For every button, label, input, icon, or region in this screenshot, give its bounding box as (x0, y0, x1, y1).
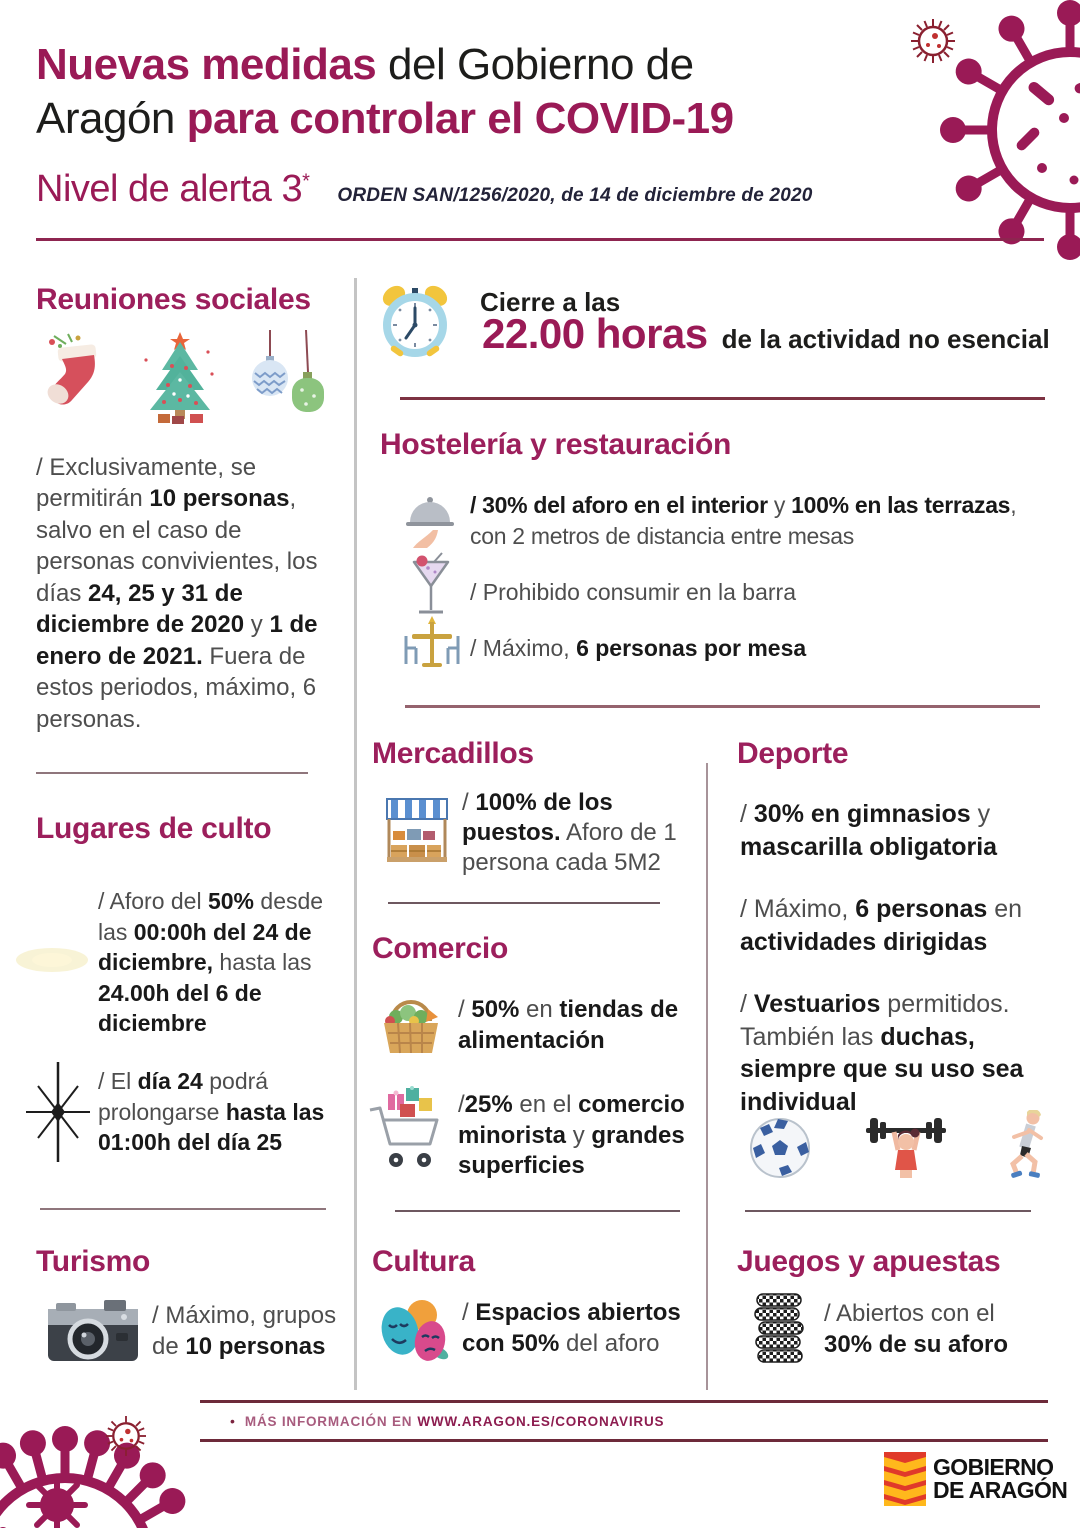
alert-row (36, 168, 813, 211)
divider-banner (400, 397, 1045, 400)
christmas-stocking-icon (38, 330, 116, 430)
right-column-divider (706, 763, 708, 1390)
comercio-item-2-text: /25% en el comercio minorista y grandes superficies (458, 1091, 685, 1180)
deporte-item-2-text: / Máximo, 6 personas en actividades dirigidas (740, 895, 1023, 956)
title-accent-2: para controlar el COVID-19 (186, 93, 734, 143)
divider-left-1 (36, 772, 308, 774)
section-title-lugares: Lugares de culto (36, 812, 272, 845)
deporte-item-1-text: / 30% en gimnasios y mascarilla obligatoria (740, 800, 998, 861)
bethlehem-star-icon (22, 1062, 94, 1162)
title-rest-1: del Gobierno de (376, 40, 694, 89)
camera-icon (46, 1295, 140, 1367)
info-url: WWW.ARAGON.ES/CORONAVIRUS (417, 1413, 665, 1429)
shopping-cart-icon (366, 1086, 450, 1182)
christmas-tree-icon (138, 330, 222, 430)
section-title-reuniones: Reuniones sociales (36, 283, 311, 316)
header-divider (36, 238, 1044, 241)
alarm-clock-icon (378, 280, 452, 362)
divider-hosteleria (405, 705, 1040, 708)
turismo-item-text: / Máximo, grupos de 10 personas (152, 1302, 337, 1361)
section-title-mercadillos: Mercadillos (372, 737, 534, 770)
virus-small-icon (900, 8, 966, 74)
serving-cloche-icon (405, 492, 455, 558)
hosteleria-item-3-text: / Máximo, 6 personas por mesa (470, 635, 807, 661)
virus-small-icon (96, 1406, 156, 1466)
section-title-hosteleria: Hostelería y restauración (380, 428, 731, 461)
title-plain-2: Aragón (36, 93, 187, 143)
runner-icon (1000, 1110, 1050, 1186)
market-stall-icon (383, 797, 451, 869)
cultura-item-text: / Espacios abiertos con 50% del aforo (462, 1299, 681, 1357)
divider-left-2 (40, 1208, 326, 1210)
mercadillos-item-text: / 100% de los puestos. Aforo de 1 persona cada 5M2 (462, 789, 677, 877)
theater-masks-icon (376, 1292, 454, 1370)
order-reference: ORDEN SAN/1256/2020, de 14 de diciembre de 2020 (337, 185, 813, 206)
lugares-item-1-text: / Aforo del 50% desde las 00:00h del 24 de diciembre, hasta las 24.00h del 6 de diciembre (98, 888, 324, 1037)
alert-level: Nivel de alerta 3* (36, 168, 310, 210)
section-title-juegos: Juegos y apuestas (737, 1245, 1001, 1278)
candle-glow-icon (14, 940, 90, 980)
hosteleria-item-1-text: / 30% del aforo en el interior y 100% en las terrazas, con 2 metros de distancia entre mesas (470, 492, 1017, 549)
terrace-table-icon (398, 616, 466, 674)
logo-line-2: DE ARAGÓN (933, 1477, 1068, 1503)
food-basket-icon (376, 991, 446, 1059)
cierre-line1: Cierre a las (480, 287, 621, 317)
cierre-suffix: de la actividad no esencial (721, 324, 1050, 354)
weightlifting-icon (864, 1108, 948, 1188)
christmas-baubles-icon (244, 330, 330, 430)
gobierno-aragon-logo (884, 1452, 1067, 1506)
title-accent-1: Nuevas medidas (36, 40, 377, 89)
section-title-deporte: Deporte (737, 737, 849, 770)
info-prefix: MÁS INFORMACIÓN EN (244, 1413, 413, 1429)
section-title-comercio: Comercio (372, 932, 508, 965)
lugares-item-2-text: / El día 24 podrá prolongarse hasta las 01:00h del día 25 (98, 1068, 325, 1156)
divider-mercadillos (388, 902, 660, 904)
alert-asterisk: * (302, 170, 310, 193)
logo-line-1: GOBIERNO (933, 1454, 1054, 1481)
deporte-item-3-text: / Vestuarios permitidos. También las duchas, siempre que su uso sea individual (740, 990, 1024, 1116)
christmas-icons-row (38, 330, 330, 430)
section-title-turismo: Turismo (36, 1245, 151, 1278)
left-column-divider (354, 278, 357, 1390)
page-title (36, 38, 866, 145)
more-info-bar (200, 1400, 1048, 1442)
divider-deporte (745, 1210, 1031, 1212)
divider-comercio (395, 1210, 680, 1212)
juegos-item-text: / Abiertos con el 30% de su aforo (824, 1300, 1009, 1359)
section-title-cultura: Cultura (372, 1245, 475, 1278)
soccer-ball-icon (748, 1116, 812, 1180)
cierre-time: 22.00 horas (482, 310, 708, 357)
info-bullet: • (230, 1413, 235, 1429)
aragon-flag-icon (884, 1452, 926, 1506)
reuniones-text: / Exclusivamente, se permitirán 10 personas, salvo en el caso de personas convivientes, los días 24, 25 y 31 de diciembre de 2020 y 1 de enero de 2021. Fuera de estos periodos, máximo, 6 personas. (36, 454, 318, 733)
cierre-line2 (482, 310, 1050, 358)
poker-chips-icon (752, 1292, 806, 1366)
logo-text (933, 1456, 1067, 1501)
deporte-icons-row (748, 1108, 1050, 1188)
comercio-item-1-text: / 50% en tiendas de alimentación (458, 996, 679, 1054)
hosteleria-item-2-text: / Prohibido consumir en la barra (470, 579, 796, 605)
